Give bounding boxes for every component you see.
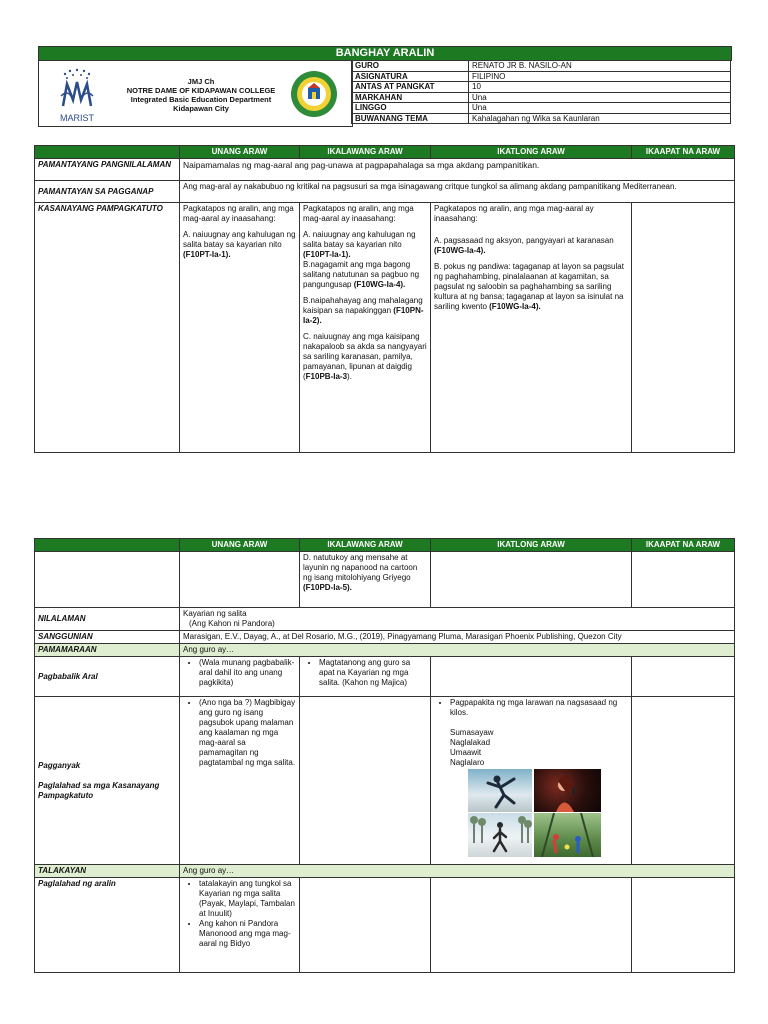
info-label: BUWANANG TEMA <box>352 113 469 124</box>
photo-dancing <box>468 769 532 812</box>
pagbabalik-day1 <box>180 657 300 697</box>
pagganyak-label: Pagganyak <box>38 760 81 770</box>
day3-objective-a-code: (F10WG-Ia-4). <box>434 246 486 255</box>
day1-objective-a-code: (F10PT-Ia-1). <box>183 250 231 259</box>
kasanayang-day1 <box>180 203 300 453</box>
day2-objective-b-code: (F10WG-Ia-4). <box>353 280 406 289</box>
aralin-day1 <box>180 878 300 973</box>
nilalaman-line-2: (Ang Kahon ni Pandora) <box>189 619 275 628</box>
pagganyak-day3-item: • Pagpapakita ng mga larawan na nagsasaad ng kilos. <box>450 698 628 718</box>
info-value: RENATO JR B. NASILO-AN <box>469 61 731 72</box>
pagbabalik-day1-item: • (Wala munang pagbabalik-aral dahil ito ang unang pagkikita) <box>199 658 296 688</box>
paglalahad-aralin-label: Paglalahad ng aralin <box>35 878 180 973</box>
jmj-text: JMJ Ch <box>187 77 215 86</box>
photo-walking <box>468 813 532 857</box>
day2-objective-a-code: (F10PT-Ia-1). <box>303 250 351 259</box>
pagganyak-day4 <box>632 697 735 865</box>
day-header-3b: IKATLONG ARAW <box>431 539 632 552</box>
pagganyak-day2 <box>300 697 431 865</box>
day3-intro: Pagkatapos ng aralin, ang mga mag-aaral ay inaasahang: <box>434 204 594 223</box>
paglalahad-kasanayang-label: Paglalahad sa mga Kasanayang Pampagkatuto <box>38 780 160 800</box>
nilalaman-text <box>180 608 735 631</box>
kilos-2: Naglalakad <box>450 738 491 747</box>
info-row <box>352 71 731 82</box>
header-box <box>38 60 353 127</box>
day2-objective-b2: B.naipahahayag ang mahalagang kaisipan sa napakinggan <box>303 296 423 315</box>
info-label: LINGGO <box>352 103 469 114</box>
day2-objective-d-code: (F10PD-Ia-5). <box>303 583 352 592</box>
school-name: NOTRE DAME OF KIDAPAWAN COLLEGE <box>126 86 276 95</box>
pagganyak-label-cell <box>35 697 180 865</box>
day-header-2b: IKALAWANG ARAW <box>300 539 431 552</box>
city-name: Kidapawan City <box>173 104 229 113</box>
day2-intro: Pagkatapos ng aralin, ang mga mag-aaral ay inaasahang: <box>303 204 414 223</box>
day2-objective-c-end: ). <box>347 372 352 381</box>
kasanayang-day2 <box>300 203 431 453</box>
empty-label <box>35 552 180 608</box>
photo-playing <box>534 813 601 857</box>
info-row <box>352 82 731 93</box>
aralin-day2 <box>300 878 431 973</box>
sanggunian-text: Marasigan, E.V., Dayag, A., at Del Rosario, M.G., (2019), Pinagyamang Pluma, Marasigan Phoenix Publishing, Quezon City <box>180 631 735 644</box>
pagbabalik-day2 <box>300 657 431 697</box>
info-label: ANTAS AT PANGKAT <box>352 82 469 93</box>
pagbabalik-day3 <box>431 657 632 697</box>
day-header-2: IKALAWANG ARAW <box>300 146 431 159</box>
info-row <box>352 92 731 103</box>
cont-day3 <box>431 552 632 608</box>
info-row <box>352 61 731 72</box>
pagganyak-day1 <box>180 697 300 865</box>
photo-singing <box>534 769 601 812</box>
competency-table <box>34 145 735 453</box>
pagbabalik-label: Pagbabalik Aral <box>35 657 180 697</box>
info-value: FILIPINO <box>469 71 731 82</box>
info-row <box>352 113 731 124</box>
pagganyak-day1-item: • (Ano nga ba ?) Magbibigay ang guro ng isang pagsubok upang malaman ang kaalaman ng mga mag-aaral sa pamamagitan ng pagtatambal ng mga salita. <box>199 698 296 768</box>
cont-day2 <box>300 552 431 608</box>
kasanayang-day3 <box>431 203 632 453</box>
kilos-4: Naglalaro <box>450 758 485 767</box>
info-value: Una <box>469 103 731 114</box>
info-label: ASIGNATURA <box>352 71 469 82</box>
corner-cell <box>35 146 180 159</box>
day3-objective-b: B. pokus ng pandiwa: tagaganap at layon sa pagsulat ng paghahambing, pinalalaanan at kagamitan, sa pagsulat ng saloobin sa paghahambing sa sariling kultura at ng bansa; tagaganap at layon sa isinulat na sariling kwento <box>434 262 624 311</box>
info-value: 10 <box>469 82 731 93</box>
info-row <box>352 103 731 114</box>
corner-cell-2 <box>35 539 180 552</box>
pamantayan-pagganap-text: Ang mag-aral ay nakabubuo ng kritikal na pagsusuri sa mga isinagawang critque tungkol sa alimang akdang pampanitikang Mediterranean. <box>180 181 735 203</box>
day1-objective-a: A. naiuugnay ang kahulugan ng salita batay sa kayarian nito <box>183 230 296 249</box>
lesson-plan-title: BANGHAY ARALIN <box>38 46 732 61</box>
school-seal <box>290 70 338 120</box>
pamamaraan-text: Ang guro ay… <box>180 644 735 657</box>
day3-objective-b-code: (F10WG-Ia-4). <box>489 302 541 311</box>
kilos-list <box>434 728 628 768</box>
day2-objective-d: D. natutukoy ang mensahe at layunin ng napanood na cartoon ng isang mitolohiyang Griyego <box>303 553 418 582</box>
kasanayang-label: KASANAYANG PAMPAGKATUTO <box>35 203 180 453</box>
marist-emblem-icon <box>57 66 97 112</box>
aralin-bullet-2: • Ang kahon ni Pandora Manonood ang mga mag-aaral ng Bidyo <box>199 919 296 949</box>
talakayan-label: TALAKAYAN <box>35 865 180 878</box>
day2-objective-c-code: F10PB-Ia-3 <box>305 372 348 381</box>
kilos-3: Umaawit <box>450 748 482 757</box>
school-seal-icon <box>290 70 338 118</box>
day2-objective-a: A. naiuugnay ang kahulugan ng salita batay sa kayarian nito <box>303 230 416 249</box>
kilos-1: Sumasayaw <box>450 728 494 737</box>
pamantayang-pangnilalaman-label: PAMANTAYANG PANGNILALAMAN <box>35 159 180 181</box>
header-info-table <box>351 60 731 124</box>
pagbabalik-day2-item: • Magtatanong ang guro sa apat na Kayarian ng mga salita. (Kahon ng Majica) <box>319 658 427 688</box>
talakayan-text: Ang guro ay… <box>180 865 735 878</box>
info-value: Kahalagahan ng Wika sa Kaunlaran <box>469 113 731 124</box>
day1-intro: Pagkatapos ng aralin, ang mga mag-aaral ay inaasahang: <box>183 204 294 223</box>
cont-day4 <box>632 552 735 608</box>
sanggunian-label: SANGGUNIAN <box>35 631 180 644</box>
day2-objective-c: C. naiuugnay ang mga kaisipang nakapaloob sa akda sa nangyayari sa sariling karanasan, pamilya, pamayanan, lipunan at daigdig ( <box>303 332 427 381</box>
aralin-bullet-1: • tatalakayin ang tungkol sa Kayarian ng mga salita (Payak, Maylapi, Tambalan at Inuulit) <box>199 879 296 919</box>
cont-day1 <box>180 552 300 608</box>
marist-label: MARIST <box>59 113 94 123</box>
aralin-day4 <box>632 878 735 973</box>
pamantayang-pangnilalaman-text: Naipamamalas ng mag-aaral ang pag-unawa at pagpapahalaga sa mga akdang pampanitikan. <box>180 159 735 181</box>
day3-objective-a: A. pagsasaad ng aksyon, pangyayari at karanasan <box>434 236 614 245</box>
info-label: GURO <box>352 61 469 72</box>
procedure-table <box>34 538 735 973</box>
pamamaraan-label: PAMAMARAAN <box>35 644 180 657</box>
day-header-1: UNANG ARAW <box>180 146 300 159</box>
aralin-day3 <box>431 878 632 973</box>
department-name: Integrated Basic Education Department <box>130 95 272 104</box>
nilalaman-label: NILALAMAN <box>35 608 180 631</box>
kasanayang-day4 <box>632 203 735 453</box>
day-header-4b: IKAAPAT NA ARAW <box>632 539 735 552</box>
pamantayan-pagganap-label: PAMANTAYAN SA PAGGANAP <box>35 181 180 203</box>
day-header-3: IKATLONG ARAW <box>431 146 632 159</box>
marist-logo <box>57 66 97 122</box>
day2-objective-b: B.nagagamit ang mga bagong salitang natutunan sa pagbuo ng pangungusap <box>303 260 420 289</box>
info-label: MARKAHAN <box>352 92 469 103</box>
info-value: Una <box>469 92 731 103</box>
pagbabalik-day4 <box>632 657 735 697</box>
day-header-1b: UNANG ARAW <box>180 539 300 552</box>
nilalaman-line-1: Kayarian ng salita <box>183 609 247 618</box>
day-header-4: IKAAPAT NA ARAW <box>632 146 735 159</box>
day2-objective-b2-code: (F10PN-Ia-2). <box>303 306 424 325</box>
